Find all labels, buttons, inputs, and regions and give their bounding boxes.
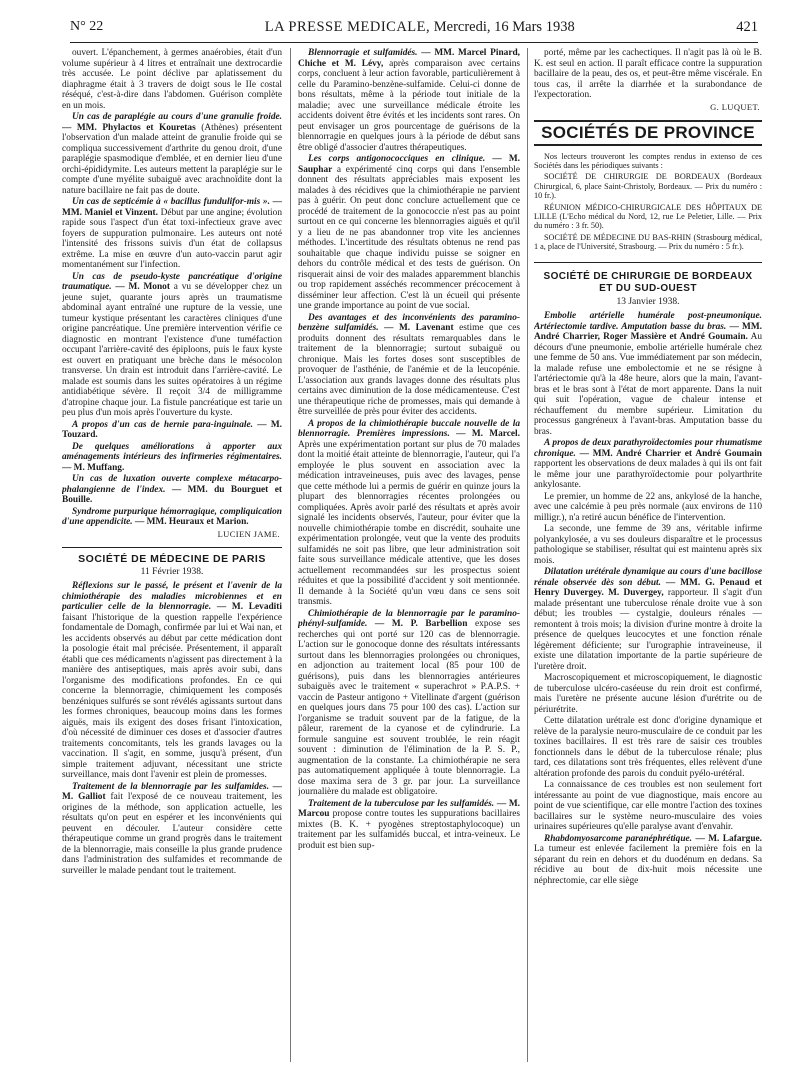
issue-number: N° 22 [70,19,104,34]
article [298,799,520,852]
paragraph: Le premier, un homme de 22 ans, ankylosé de la hanche, avec une calcémie à peu près normale (aux environs de 110 milligr.), n'a retiré aucun bénéfice de l'intervention. [534,491,762,523]
article-body: La tumeur est enlevée facilement la première fois en la séparant du rein en dehors et du duodénum en dedans. Sa récidive au bout de dix-huit mois nécessite une néphrectomie, car elle siège [534,844,762,886]
article [534,311,762,437]
column-rule [527,48,528,1062]
article-title: Les corps antigonococciques en clinique. [308,154,486,164]
article-body: expose ses recherches qui ont porté sur 120 cas de blennorragie. L'action sur le gonocoque donne des résultats intéressants surtout dans les blennorragies prolongées ou chroniques, en adjonction au traitement local (85 pour 100 de guérisons), puis dans les blennorragies antérieures subaiguës avec le traitement « superachrot » P.A.P.S. + vaccin de Pasteur antigono + Vitellinate d'argent (guérison en quelques jours dans 75 pour 100 des cas). L'action sur l'organisme se traduit souvent par de la fatigue, de la pâleur, rarement de la cyanose et de cylindrurie. La formule sanguine est souvent troublée, le rein réagit souvent : diminution de l'élimination de la P. S. P., augmentation de la constante. La chimiothérapie ne sera pas automatiquement appliquée à toute blennorragie. La dose maxima sera de 3 gr. par jour. La surveillance journalière du malade est obligatoire. [298,619,520,797]
article-title: Réflexions sur le passé, le présent et l'avenir de la chimiothérapie des maladies microbiennes et en particulier celle de la blennorragie. [62,581,282,612]
section-date: 11 Février 1938. [140,566,204,577]
article-title: De quelques améliorations à apporter aux aménagements intérieurs des infirmeries régimentaires. [62,441,282,462]
note-paragraph: SOCIÉTÉ DE CHIRURGIE DE BORDEAUX (Bordeaux Chirurgical, 6, place Saint-Christoly, Bordeaux. — Prix du numéro : 10 fr.). [534,172,762,201]
article-authors: — MM. G. Penaud et Henry Duvergey. M. Duvergey, [534,577,762,599]
article-authors: — MM. Maniel et Vinzent. [62,197,282,218]
article-authors: — M. Marcel. [456,429,520,439]
article-authors: — M. Levaditi [216,602,282,612]
article-body: rapporteur. Il s'agit d'un malade présentant une tuberculose rénale droite vue à son début; les troubles — cystalgie, douleurs rénales — remontent à trois mois; la division d'urine montre à droite la présence de quelques leucocytes et une fonction rénale légèrement déficiente; sur l'urographie intraveineuse, il existe une dilatation importante de la partie supérieure de l'uretère droit. [534,588,762,672]
article [62,197,282,271]
article [534,834,762,887]
society-name: SOCIÉTÉ DE CHIRURGIE DE BORDEAUX [543,270,753,282]
article-title: Un cas de pseudo-kyste pancréatique d'origine traumatique. [62,271,282,292]
article [534,438,762,491]
article-title: Traitement de la blennorragie par les sulfamides. [72,781,270,792]
article-body: a vu se développer chez un jeune sujet, quarante jours après un traumatisme abdominal ayant entraîné une rupture de la vessie, une tumeur kystique présentant les caractères cliniques d'une origine pancréatique. Une première intervention vérifie ce diagnostic en montrant l'existence d'une tuméfaction occupant l'arrière-cavité des épiploons, puis le faux kyste est ouvert en pratiquant une brèche dans le mésocolon transverse. Un drain est introduit dans l'arrière-cavité. Le malade est soumis dans les suites opératoires à un régime antidiabétique sévère. Il reçoit 3/4 de milligramme d'atropine chaque jour. La fistule pancréatique est tarie un peu plus d'un mois après l'ouverture du kyste. [62,282,282,418]
article-title: Syndrome purpurique hémorragique, compliquication d'une appendicite. [62,506,282,527]
issue-date: Mercredi, 16 Mars 1938 [433,18,575,35]
article-authors: — M. Monot [115,282,170,292]
column-1 [62,48,282,1062]
article-body: Au décours d'une pneumonie, embolie artérielle humérale chez une femme de 50 ans. Vue immédiatement par son médecin, la malade refuse une embolectomie et ne se résigne à l'artériectomie qu'à la 48e heure, alors que la main, l'avant-bras et le bras sont à l'état de mort apparente. Dans la nuit qui suit l'opération, vague de chaleur intense et réchauffement du membre supérieur. Limitation du processus gangréneux à l'avant-bras. Amputation basse du bras. [534,332,762,437]
article-authors: — M. Touzard. [62,419,282,440]
paragraph: porté, même par les cachectiques. Il n'agit pas là où le B. K. est seul en action. Il paraît efficace contre la suppuration bacillaire de la peau, des os, et peut-être même viscérale. En tous cas, il arrête la diarrhée et la surabondance de l'expectoration. [534,48,762,100]
article-authors: — MM. André Charrier et André Goumain [579,448,762,459]
article [62,420,282,441]
journal-title: LA PRESSE MEDICALE, [264,18,431,35]
article [298,313,520,418]
paragraph: La connaissance de ces troubles est non seulement fort intéressante au point de vue diagnostique, mais encore au point de vue scientifique, car elle montre l'action des toxines bacillaires sur le système neuro-musculaire des voies urinaires supérieures qu'elle paralyse avant d'envahir. [534,780,762,833]
article-body: (Athènes) présentent l'observation d'un malade atteint de granulie froide qui se compliqua successivement d'arthrite du genou droit, d'une paraplégie spasmodique d'emblée, et en dernier lieu d'une orchi-épididymite. Les auteurs mettent la paraplégie sur le compte d'une myélite subaiguë avec arachnoïdite dont la nature bacillaire ne fait pas de doute. [62,122,282,196]
section-date: 13 Janvier 1938. [616,296,680,307]
society-heading [534,262,762,295]
article-authors: — M. P. Barbellion [374,619,468,629]
note-paragraph: SOCIÉTÉ DE MÉDECINE DU BAS-RHIN (Strasbourg médical, 1 a, place de l'Université, Strasbourg. — Prix du numéro : 5 fr.). [534,232,762,252]
signature: LUCIEN JAME. [217,528,280,539]
article-authors: — MM. Heuraux et Marion. [134,517,249,527]
paragraph: Cette dilatation urétrale est donc d'origine dynamique et relève de la paralysie neuro-musculaire de ce conduit par les toxines bacillaires. Il est très rare de saisir ces troubles fonctionnels dans le début de la tuberculose rénale; plus tard, ces dilatations sont très fréquentes, elles relèvent d'une altération profonde des parois du conduit pyélo-urétéral. [534,716,762,779]
article-authors: — M. Galliot [62,781,282,802]
article-authors: — M. Lavenant [384,323,454,333]
article-authors: — M. Marcou [298,798,520,819]
article-title: Blennorragie et sulfamidés. [308,48,418,58]
article-title: Chimiothérapie de la blennorragie par le paramino-phényl-sulfamide. [298,608,520,629]
article [62,782,282,877]
article-authors: — M. Muffang. [62,462,125,473]
journal-line [265,19,575,36]
article-body: propose contre toutes les suppurations bacillaires mixtes (B. K. + pyogènes streptostaphylocoque) un traitement par les sulfamidés buccal, et intra-veineux. Le produit est bien sup- [298,809,520,851]
article-authors: — MM. Phylactos et Kouretas [62,122,196,133]
article [298,48,520,153]
article [298,419,520,608]
article-title: A propos de deux parathyroïdectomies pour rhumatisme chronique. [534,438,762,459]
paragraph: La seconde, une femme de 39 ans, véritable infirme polyankylosée, a vu ses douleurs disparaître et le processus pathologique se stabiliser, résultat qui est maintenu après six mois. [534,524,762,566]
paragraph: Macroscopiquement et microscopiquement, le diagnostic de tuberculose ulcéro-caséeuse du rein droit est confirmé, mais l'uretère ne présente aucune lésion d'urétrite ou de périurétrite. [534,673,762,715]
article-authors: — MM. André Charrier, Roger Massière et André Goumain. [534,321,762,343]
article-title: Un cas de septicémie à « bacillus fundulifor-mis ». [72,197,270,207]
article-title: Traitement de la tuberculose par les sulfamidés. [308,798,495,809]
page-header [70,16,758,43]
article [62,474,282,506]
note-paragraph: Nos lecteurs trouveront les comptes rendus in extenso de ces Sociétés dans les périodiques suivants : [534,151,762,170]
article [298,609,520,798]
article-title: Embolie artérielle humérale post-pneumonique. Artériectomie tardive. Amputation basse du bras. [534,311,762,332]
article [62,581,282,781]
article-authors: — M. Lafargue. [695,833,762,844]
article-body: faisant l'historique de la question rappelle l'expérience fondamentale de Domagh, confirmée par lui et Wai nan, et les accidents observés au début par cette médication dont la posologie était mal précisée. Présentement, il apparaît établi que ces médicaments n'agissent pas directement à la manière des antiseptiques, mais après avoir subi, dans l'organisme des modifications profondes. En ce qui concerne la blennorragie, chimiquement les composés benzéniques sulfurés se sont révélés agissants surtout dans les formes chroniques, beaucoup moins dans les formes aiguës, mais ils exigent des doses frisant l'intoxication, d'où nécessité de diminuer ces doses et d'associer d'autres traitements concomitants, tels les grands lavages ou la vaccination. Il s'agit, en somme, jusqu'à présent, d'un simple traitement adjuvant, nécessitant une stricte surveillance, mais dont l'avenir est plein de promesses. [62,612,282,780]
section-heading-province: SOCIÉTÉS DE PROVINCE [534,120,762,146]
section-heading: SOCIÉTÉ DE MÉDECINE DE PARIS [62,547,282,565]
article [62,507,282,528]
article-title: Des avantages et des inconvénients des paramino-benzène sulfamidés. [298,312,520,333]
signature: G. LUQUET. [710,101,760,112]
article [62,442,282,474]
article-authors: — MM. du Bourguet et Bouille. [62,484,282,505]
article-body: Après une expérimentation portant sur plus de 70 malades dont la moitié était atteinte de blennorragie, l'auteur, qui l'a employée le plus souvent en association avec la médication intraveineuses, puis avec des lavages, pense que cette méthode lui a permis de guérir en quinze jours la plupart des blennorragies récentes prolongées ou compliquées. Après avoir parlé des résultats et après avoir signalé les incidents observés, l'auteur, pour éviter que la nouvelle chimiothérapie tombe en discrédit, souhaite une expérimentation prolongée, veut que la vente des produits sulfamidés ne soit pas libre, que leur administration soit faite sous surveillance médicale attentive, que les doses actuellement recommandées sur les prospectus soient réduites et que la possibilité d'accident y soit mentionnée. Il demande à la Société qu'un vœu dans ce sens soit transmis. [298,439,520,607]
page-columns [62,48,770,1062]
article-body: Début par une angine; évolution rapide sous l'aspect d'un état toxi-infectieux grave avec foyers de suppuration pulmonaire. Les auteurs ont noté l'intensité des frissons suivis d'un état de collapsus extrême. La mise en œuvre d'un auto-vaccin parut agir momentanément sur l'infection. [62,207,282,270]
periodicals-note [534,152,762,252]
article-body: rapportent les observations de deux malades à qui ils ont fait le même jour une parathyroïdectomie pour polyarthrite ankylosante. [534,459,762,491]
article-body: fait l'exposé de ce nouveau traitement, les origines de la méthode, son application actuelle, les résultats qu'on peut en espérer et les inconvénients qui peuvent en découler. L'auteur considère cette thérapeutique comme un grand progrès dans le traitement de la blennorragie, mais conseille la plus grande prudence dans l'administration des sulfamides et recommande de surveiller le malade pendant tout le traitement. [62,792,282,876]
article-title: Un cas de luxation ouverte complexe métacarpo-phalangienne de l'index. [62,474,282,495]
article-title: Dilatation urétérale dynamique au cours d'une bacillose rénale observée dès son début. [534,567,762,588]
society-name-line2: ET DU SUD-OUEST [599,282,697,294]
article-body: a expérimenté cinq corps qui dans l'ensemble donnent des résultats appréciables mais exposent les malades à des récidives que la chimiothérapie ne parvient pas à guérir. On peut donc conclure actuellement que ce procédé de traitement de la gonococcie n'est pas au point surtout en ce qui concerne les blennorragies aiguës et qu'il y a lieu de ne pas abandonner trop vite les anciennes méthodes. L'incertitude des résultats obtenus ne rend pas souhaitable que chaque individu puisse se soigner en dehors du contrôle médical et des tests de guérison. On risquerait ainsi de voir des malades apparemment blanchis ou trop rapidement asséchés recommencer précocement à disséminer leur affection. C'est là un écueil qui présente une grande importance au point de vue social. [298,164,520,311]
column-rule [290,48,291,1062]
article-title: Rhabdomyosarcome paranéphrétique. [544,833,693,844]
page-number: 421 [736,18,758,35]
article [298,154,520,312]
article [62,272,282,419]
article [62,112,282,196]
article-authors: — M. Sauphar [298,154,520,175]
paragraph: ouvert. L'épanchement, à germes anaérobies, était d'un volume supérieur à 4 litres et entraînait une dextrocardie très accusée. Le point déclive par aplatissement du diaphragme était à 3 travers de doigt sous le IIe costal réséqué, c'est-à-dire dans l'abdomen. Guérison complète en un mois. [62,48,282,111]
article-body: estime que ces produits donnent des résultats remarquables dans le traitement de la blennorragie; surtout subaiguë ou chronique. Mais les fortes doses sont susceptibles de provoquer de l'asthénie, de l'anémie et de la leucopénie. L'association aux grands lavages donne des résultats plus certains avec diminution de la dose médicamenteuse. C'est une thérapeutique riche de promesses, mais qui demande à être surveillée de près pour éviter des accidents. [298,323,520,417]
article-title: A propos d'un cas de hernie para-inguinale. [72,419,253,430]
article-body: après comparaison avec certains corps, concluent à leur action favorable, particulièrement à celle du Paramino-benzène-sulfamide. Celui-ci donne de bons résultats, même à la période tout initiale de la maladie; avec une surveillance médicale étroite les accidents doivent être évités et les incidents sont rares. On peut envisager un gros pourcentage de guérisons de la blennorragie en quelques jours à la période de début sans être obligé d'associer d'autres thérapeutiques. [298,58,520,153]
column-2 [298,48,520,1062]
article [534,567,762,672]
article-title: Un cas de paraplégie au cours d'une granulie froide. [72,112,282,122]
article-title: A propos de la chimiothérapie buccale nouvelle de la blennorragie. Premières impressions. [298,418,520,439]
column-3 [534,48,762,1062]
note-paragraph: RÉUNION MÉDICO-CHIRURGICALE DES HÔPITAUX DE LILLE (L'Echo médical du Nord, 12, rue Le Peletier, Lille. — Prix du numéro : 3 fr. 50). [534,202,762,231]
article-authors: — MM. Marcel Pinard, Chiche et M. Lévy, [298,48,520,69]
